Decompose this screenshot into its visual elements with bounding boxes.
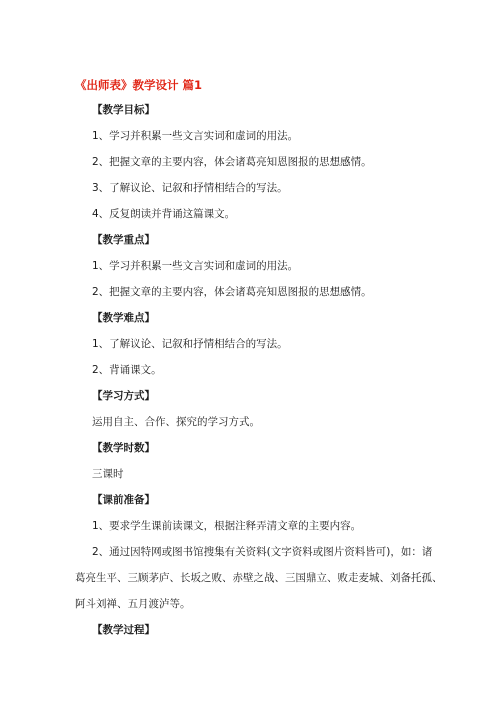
paragraph-line: 2、把握文章的主要内容，体会诸葛亮知恩图报的思想感情。 [92,286,372,298]
paragraph-line: 4、反复朗读并背诵这篇课文。 [92,208,236,220]
paragraph-line: 葛亮生平、三顾茅庐、长坂之败、赤壁之战、三国鼎立、败走麦城、刘备托孤、 [75,572,443,584]
paragraph-line: 2、把握文章的主要内容，体会诸葛亮知恩图报的思想感情。 [92,156,372,168]
paragraph-line: 三课时 [92,468,124,480]
document-title: 《出师表》教学设计 篇1 [75,78,203,92]
paragraph-line: 1、学习并积累一些文言实词和虚词的用法。 [92,260,299,272]
paragraph-line: 阿斗刘禅、五月渡泸等。 [75,598,191,610]
paragraph-line: 运用自主、合作、探究的学习方式。 [92,416,260,428]
section-heading-process: 【教学过程】 [92,624,155,636]
section-heading-objectives: 【教学目标】 [92,104,155,116]
paragraph-line: 1、要求学生课前读课文，根据注释弄清文章的主要内容。 [92,520,362,532]
paragraph-line: 3、了解议论、记叙和抒情相结合的写法。 [92,182,288,194]
paragraph-line: 2、通过因特网或图书馆搜集有关资料(文字资料或图片资料皆可)，如：诸 [92,546,433,558]
section-heading-learning-method: 【学习方式】 [92,390,155,402]
section-heading-key-points: 【教学重点】 [92,234,155,246]
paragraph-line: 2、背诵课文。 [92,364,162,376]
section-heading-difficulties: 【教学难点】 [92,312,155,324]
paragraph-line: 1、了解议论、记叙和抒情相结合的写法。 [92,338,288,350]
section-heading-preparation: 【课前准备】 [92,494,155,506]
section-heading-class-hours: 【教学时数】 [92,442,155,454]
paragraph-line: 1、学习并积累一些文言实词和虚词的用法。 [92,130,299,142]
